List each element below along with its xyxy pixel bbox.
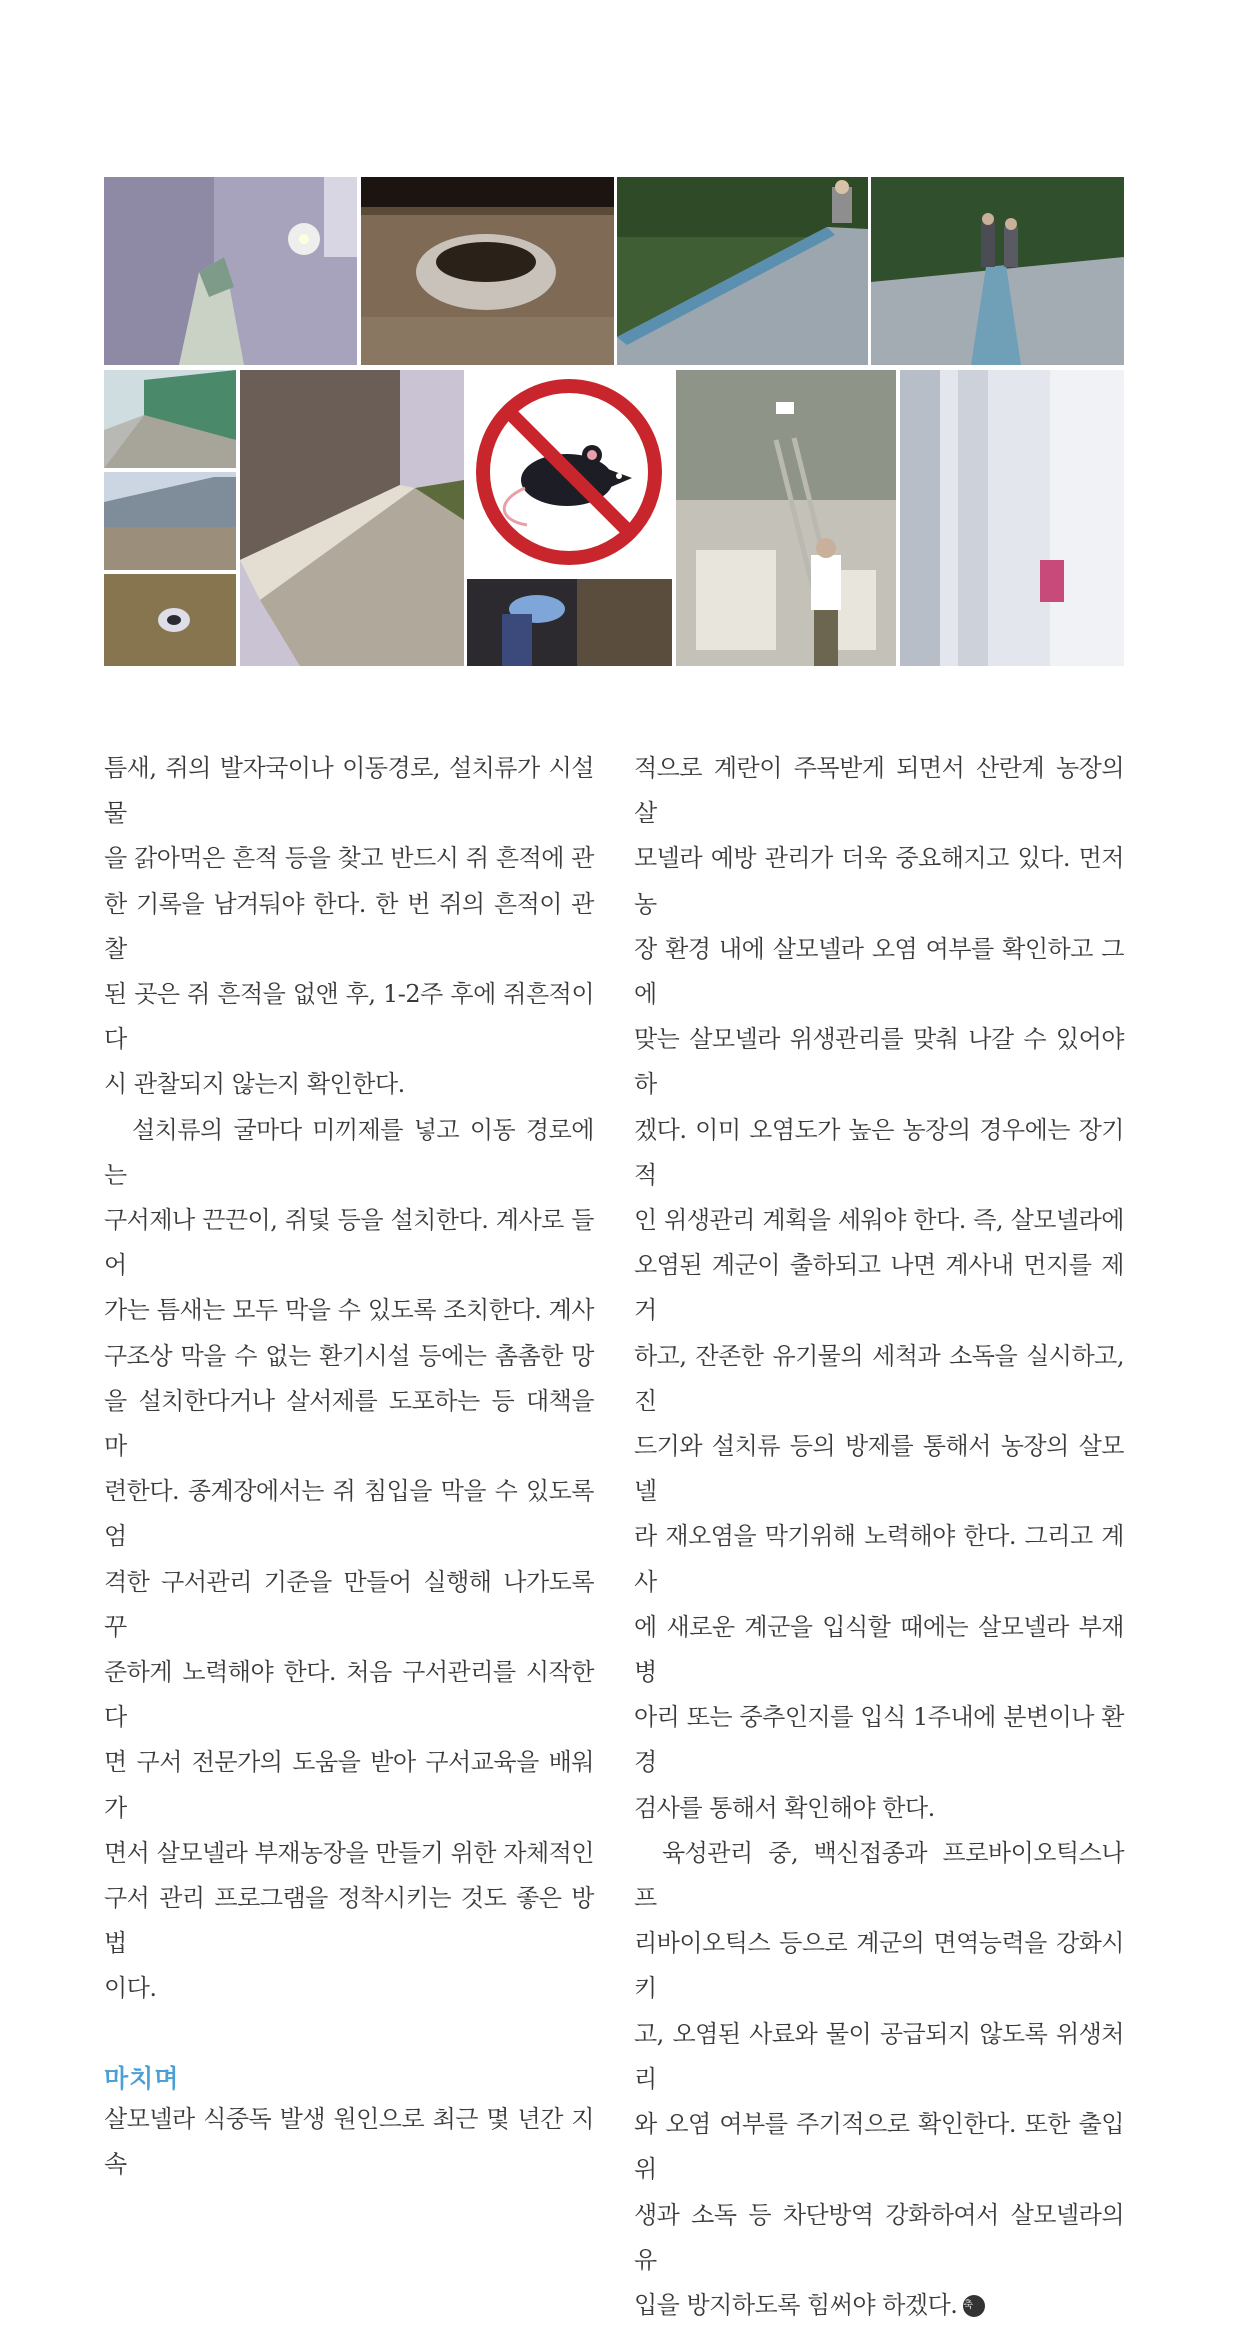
- paragraph-rodent-control-measures: [104, 1108, 594, 2012]
- text-line: 을 설치한다거나 살서제를 도포하는 등 대책을 마: [104, 1386, 594, 1461]
- text-line: 생과 소독 등 차단방역 강화하여서 살모넬라의 유: [634, 2200, 1124, 2274]
- text-line-content: 입을 방지하도록 힘써야 하겠다.: [634, 2290, 958, 2319]
- text-line: 검사를 통해서 확인해야 한다.: [634, 1793, 935, 1822]
- photo-worker-on-ladder: [676, 370, 896, 666]
- photo-barn-inspection: [104, 177, 357, 365]
- text-line: 설치류의 굴마다 미끼제를 넣고 이동 경로에는: [104, 1115, 594, 1189]
- text-line: 가는 틈새는 모두 막을 수 있도록 조치한다. 계사: [104, 1296, 594, 1325]
- text-line: 하고, 잔존한 유기물의 세척과 소독을 실시하고, 진: [634, 1341, 1124, 1415]
- text-line: 시 관찰되지 않는지 확인한다.: [104, 1070, 405, 1099]
- article-end-icon: 축: [963, 2295, 985, 2317]
- text-line: 살모넬라 식중독 발생 원인으로 최근 몇 년간 지속: [104, 2104, 594, 2178]
- text-line: 된 곳은 쥐 흔적을 없앤 후, 1-2주 후에 쥐흔적이 다: [104, 980, 594, 1054]
- text-line: 맞는 살모넬라 위생관리를 맞춰 나갈 수 있어야 하: [634, 1025, 1124, 1099]
- text-line: 에 새로운 계군을 입식할 때에는 살모넬라 부재 병: [634, 1612, 1124, 1687]
- text-line: 장 환경 내에 살모넬라 오염 여부를 확인하고 그에: [634, 934, 1124, 1009]
- paragraph-salmonella-prevention: [634, 746, 1124, 1831]
- photo-farm-alley: [104, 472, 236, 570]
- text-line: 구조상 막을 수 없는 환기시설 등에는 촘촘한 망: [104, 1341, 594, 1370]
- photo-farm-exterior: [104, 370, 236, 468]
- photo-bait-station: [900, 370, 1124, 666]
- text-line: 구서 관리 프로그램을 정착시키는 것도 좋은 방법: [104, 1884, 594, 1958]
- text-line: 아리 또는 중추인지를 입식 1주내에 분변이나 환경: [634, 1703, 1124, 1777]
- photo-worker-roof-ridge: [617, 177, 868, 365]
- paragraph-conclusion-start: [104, 2097, 594, 2187]
- text-line: 오염된 계군이 출하되고 나면 계사내 먼지를 제거: [634, 1251, 1124, 1325]
- text-column-left: [104, 746, 594, 2187]
- text-line: 육성관리 중, 백신접종과 프로바이오틱스나 프: [634, 1838, 1124, 1913]
- text-line: 틈새, 쥐의 발자국이나 이동경로, 설치류가 시설물: [104, 754, 594, 828]
- photo-no-rat-sign: [467, 370, 672, 575]
- paragraph-rodent-trace-recording: [104, 746, 594, 1108]
- section-heading: 마치며: [104, 2063, 180, 2093]
- paragraph-rearing-management: [634, 1831, 1124, 2328]
- text-line: 면 구서 전문가의 도움을 받아 구서교육을 배워가: [104, 1748, 594, 1822]
- photo-rodent-hole: [104, 574, 236, 666]
- text-line: 격한 구서관리 기준을 만들어 실행해 나가도록 꾸: [104, 1567, 594, 1641]
- photo-rodent-burrow: [361, 177, 614, 365]
- text-line: 면서 살모넬라 부재농장을 만들기 위한 자체적인: [104, 1838, 594, 1867]
- photo-barrier-wall: [240, 370, 464, 666]
- text-line: 을 갉아먹은 흔적 등을 찾고 반드시 쥐 흔적에 관: [104, 844, 594, 873]
- text-line: 인 위생관리 계획을 세워야 한다. 즉, 살모넬라에: [634, 1206, 1124, 1235]
- photo-workers-on-roof: [871, 177, 1124, 365]
- text-line: 구서제나 끈끈이, 쥐덫 등을 설치한다. 계사로 들어: [104, 1206, 594, 1280]
- text-line: 련한다. 종계장에서는 쥐 침입을 막을 수 있도록 엄: [104, 1477, 594, 1551]
- text-line: 리바이오틱스 등으로 계군의 면역능력을 강화시키: [634, 1929, 1124, 2003]
- text-line: 드기와 설치류 등의 방제를 통해서 농장의 살모넬: [634, 1432, 1124, 1506]
- text-line: 겠다. 이미 오염도가 높은 농장의 경우에는 장기적: [634, 1115, 1124, 1189]
- text-line: 라 재오염을 막기위해 노력해야 한다. 그리고 계사: [634, 1522, 1124, 1596]
- text-line: 고, 오염된 사료와 물이 공급되지 않도록 위생처리: [634, 2019, 1124, 2093]
- text-line: 모넬라 예방 관리가 더욱 중요해지고 있다. 먼저 농: [634, 844, 1124, 918]
- text-line: 한 기록을 남겨둬야 한다. 한 번 쥐의 흔적이 관찰: [104, 889, 594, 963]
- text-line-final: [634, 2283, 1124, 2328]
- photo-night-inspection: [467, 579, 672, 666]
- text-line: 준하게 노력해야 한다. 처음 구서관리를 시작한다: [104, 1658, 594, 1732]
- text-line: 적으로 계란이 주목받게 되면서 산란계 농장의 살: [634, 754, 1124, 828]
- text-line: 와 오염 여부를 주기적으로 확인한다. 또한 출입위: [634, 2110, 1124, 2184]
- text-line: 이다.: [104, 1974, 157, 2003]
- text-column-right: [634, 746, 1124, 2328]
